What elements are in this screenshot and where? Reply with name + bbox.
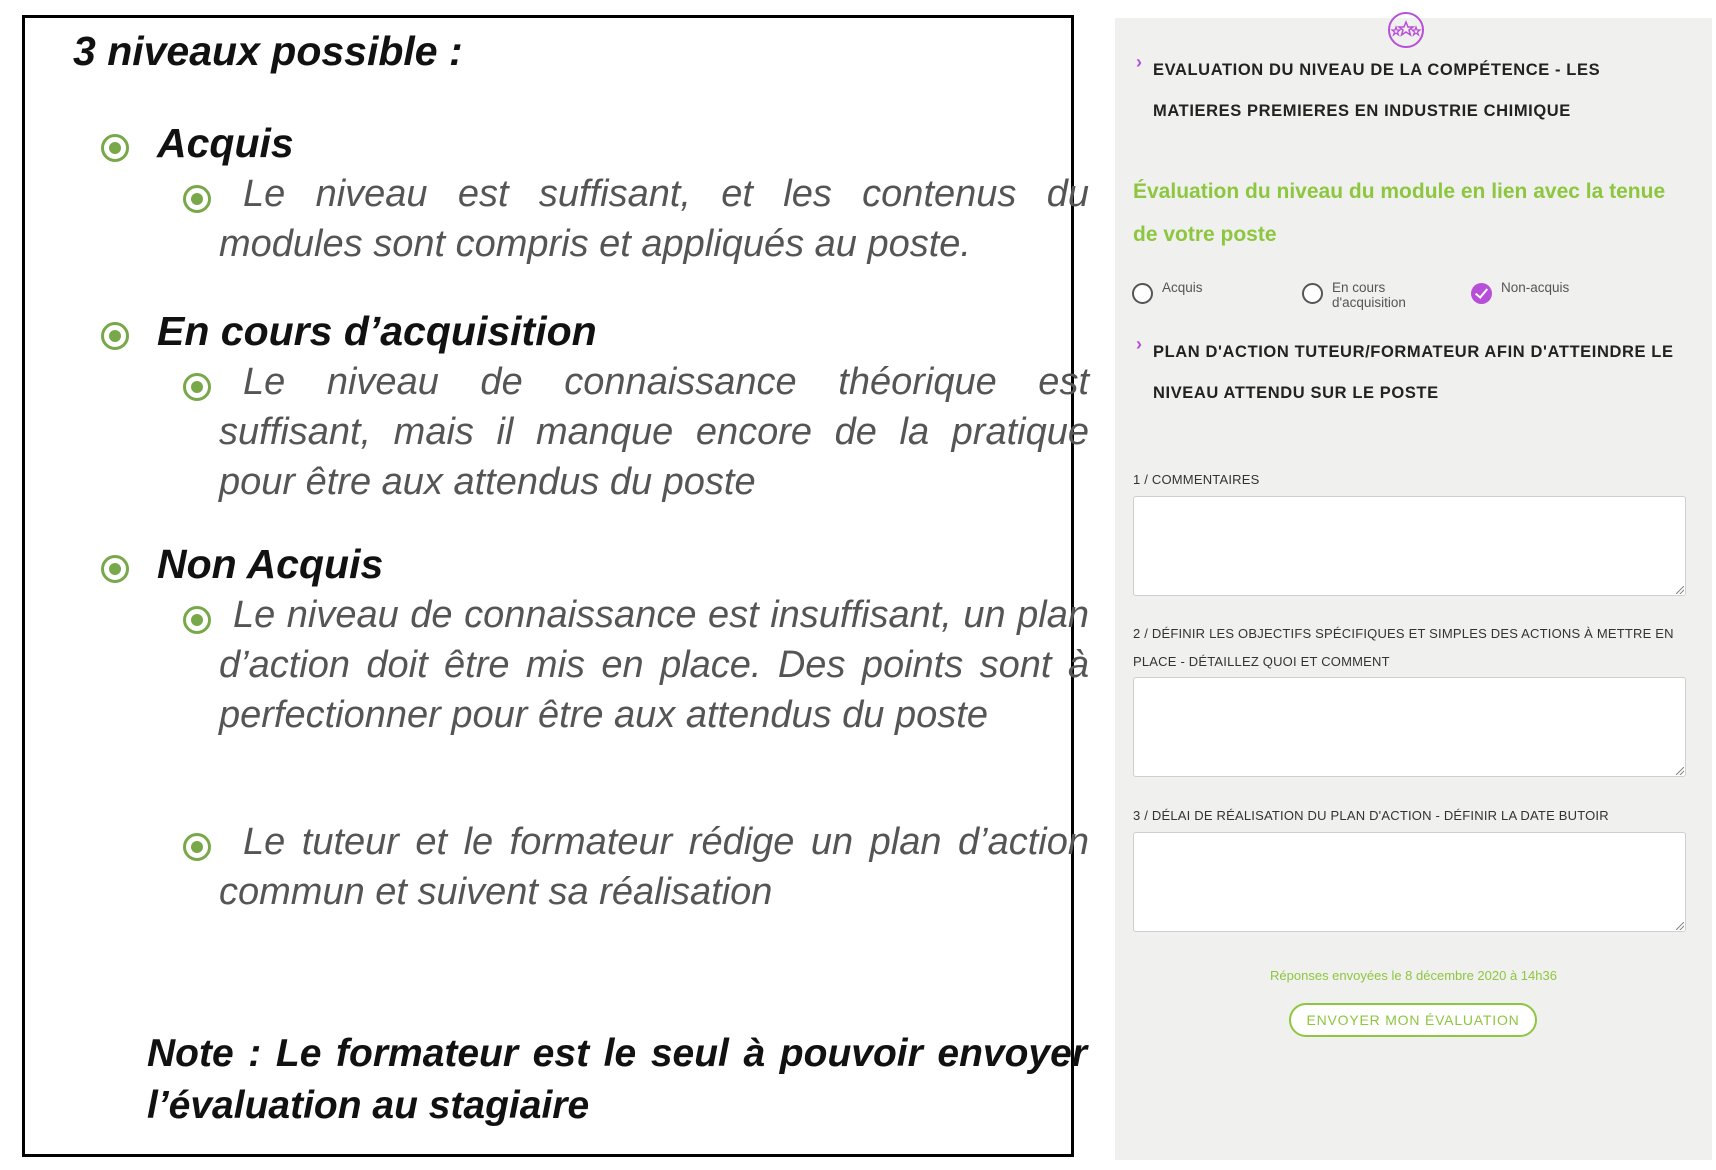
chevron-right-icon: › <box>1136 334 1142 354</box>
bullet-icon <box>101 134 129 162</box>
level-title-non-acquis: Non Acquis <box>157 541 384 587</box>
evaluation-heading: Évaluation du niveau du module en lien avec la tenue de votre poste <box>1133 180 1666 246</box>
responses-sent-note: Réponses envoyées le 8 décembre 2020 à 14h36 <box>1270 968 1557 983</box>
radio-label-en-cours-line2: d'acquisition <box>1332 295 1406 310</box>
note-text: Note : Le formateur est le seul à pouvoir envoyer l’évaluation au stagiaire <box>147 1032 1087 1127</box>
bullet-icon <box>183 185 211 213</box>
section-title-evaluation: EVALUATION DU NIVEAU DE LA COMPÉTENCE - LES MATIERES PREMIERES EN INDUSTRIE CHIMIQUE <box>1153 61 1601 120</box>
level-title-acquis: Acquis <box>157 120 294 166</box>
bullet-icon <box>101 555 129 583</box>
delai-textarea[interactable] <box>1133 832 1686 932</box>
resize-handle-icon[interactable] <box>1676 586 1684 594</box>
radio-button-acquis[interactable] <box>1132 283 1153 304</box>
bullet-icon <box>183 606 211 634</box>
radio-label-non-acquis: Non-acquis <box>1501 280 1570 295</box>
bullet-icon <box>183 373 211 401</box>
resize-handle-icon[interactable] <box>1676 922 1684 930</box>
radio-option-en-cours[interactable] <box>1302 280 1452 320</box>
radio-button-non-acquis-checked[interactable] <box>1471 283 1492 304</box>
radio-option-non-acquis[interactable] <box>1471 280 1621 320</box>
radio-button-en-cours[interactable] <box>1302 283 1323 304</box>
section-title-plan-action: PLAN D'ACTION TUTEUR/FORMATEUR AFIN D'ATTEINDRE LE NIVEAU ATTENDU SUR LE POSTE <box>1153 343 1674 402</box>
send-evaluation-button[interactable]: ENVOYER MON ÉVALUATION <box>1289 1003 1537 1037</box>
level-description-non-acquis: Le niveau de connaissance est insuffisant, un plan d’action doit être mis en place. Des points sont à perfectionner pour être aux attendus du poste <box>219 594 1089 736</box>
radio-label-acquis: Acquis <box>1162 280 1203 295</box>
commentaires-textarea[interactable] <box>1133 496 1686 596</box>
level-title-en-cours: En cours d’acquisition <box>157 308 597 354</box>
chevron-right-icon: › <box>1136 52 1142 72</box>
bullet-icon <box>101 322 129 350</box>
stars-logo-icon <box>1386 10 1426 50</box>
objectifs-textarea[interactable] <box>1133 677 1686 777</box>
level-description-en-cours: Le niveau de connaissance théorique est suffisant, mais il manque encore de la pratique pour être aux attendus du poste <box>219 361 1089 503</box>
field-label-commentaires: 1 / COMMENTAIRES <box>1133 472 1260 487</box>
level-description-plan-action: Le tuteur et le formateur rédige un plan d’action commun et suivent sa réalisation <box>219 821 1089 913</box>
levels-explanation-panel <box>22 15 1089 1157</box>
radio-label-en-cours <box>1332 280 1406 310</box>
panel-heading: 3 niveaux possible : <box>73 28 463 74</box>
bullet-icon <box>183 833 211 861</box>
level-description-acquis: Le niveau est suffisant, et les contenus du modules sont compris et appliqués au poste. <box>219 173 1089 265</box>
radio-option-acquis[interactable] <box>1132 280 1272 320</box>
evaluation-form-panel <box>1115 18 1712 1160</box>
resize-handle-icon[interactable] <box>1676 767 1684 775</box>
field-label-delai: 3 / DÉLAI DE RÉALISATION DU PLAN D'ACTION - DÉFINIR LA DATE BUTOIR <box>1133 808 1609 823</box>
radio-label-en-cours-line1: En cours <box>1332 280 1386 295</box>
field-label-objectifs: 2 / DÉFINIR LES OBJECTIFS SPÉCIFIQUES ET SIMPLES DES ACTIONS À METTRE EN PLACE - DÉTAILLEZ QUOI ET COMMENT <box>1133 626 1674 669</box>
